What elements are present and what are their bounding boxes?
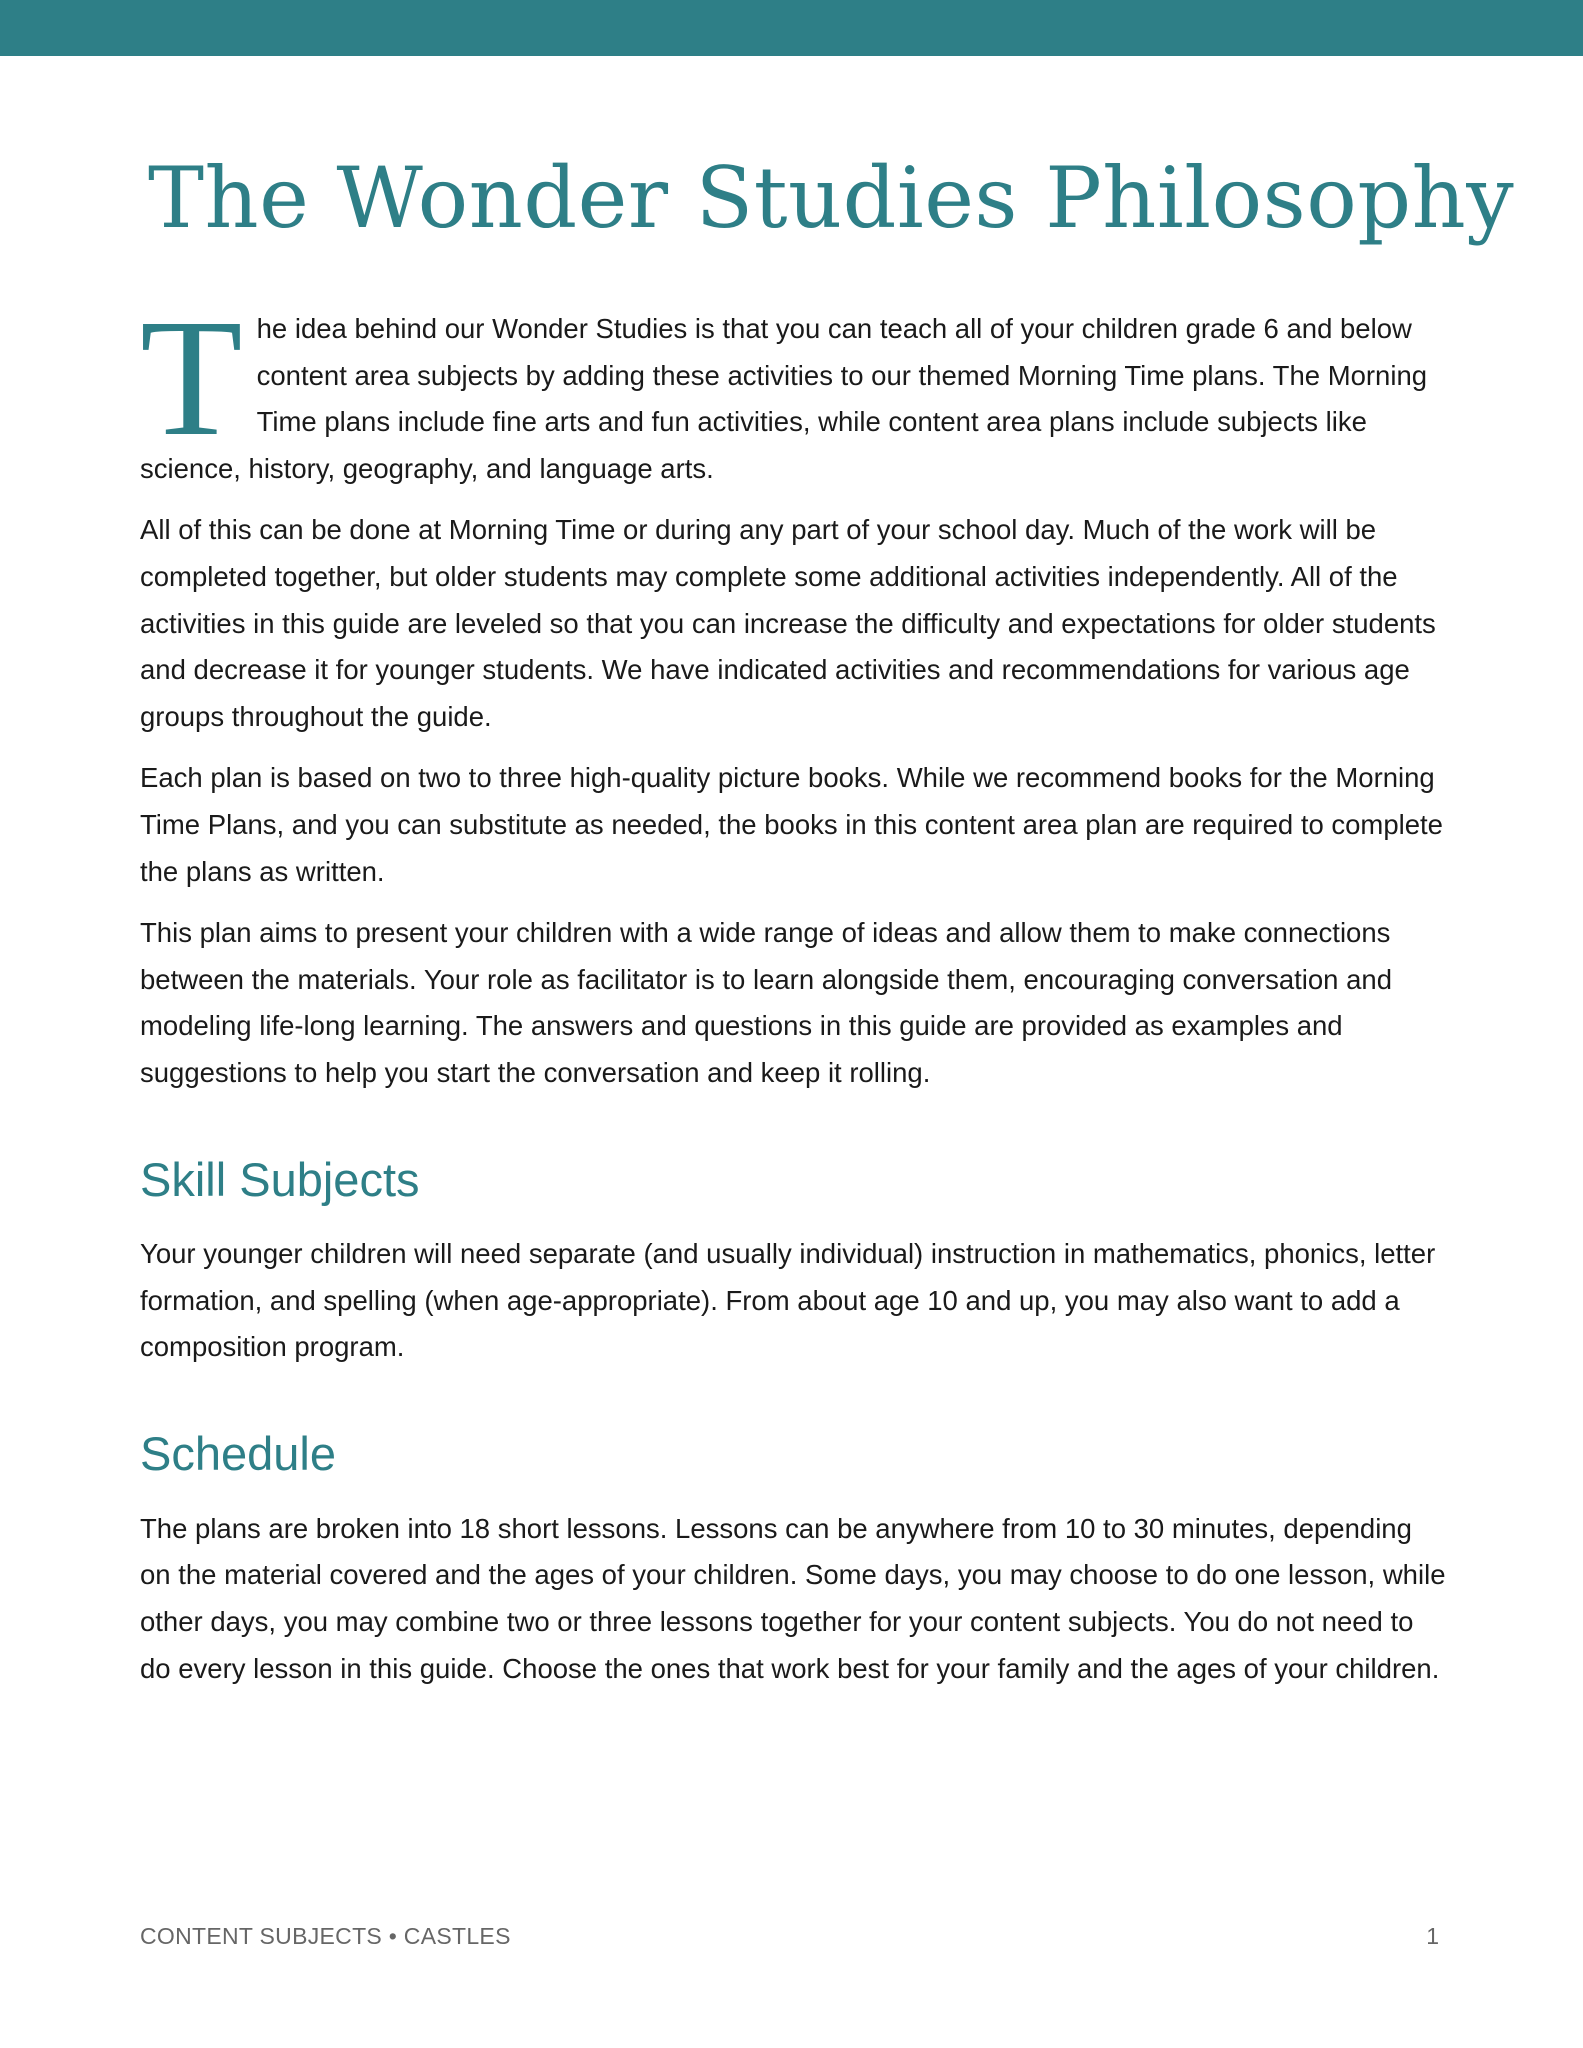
skill-subjects-paragraph: Your younger children will need separate (and usually individual) instruction in mathematics, phonics, letter formation, and spelling (when age-appropriate). From about age 10 and up, you may also want to add a composition program. (140, 1238, 1436, 1363)
intro-paragraph (140, 285, 1450, 492)
skill-subjects-heading: Skill Subjects (140, 1152, 420, 1206)
intro-paragraph-text: he idea behind our Wonder Studies is that you can teach all of your children grade 6 and below content area subjects by adding these activities to our themed Morning Time plans. The Morning Time plans include fine arts and fun activities, while content area plans include subjects like science, history, geography, and language arts. (140, 313, 1428, 484)
page-title: The Wonder Studies Philosophy (148, 149, 1515, 247)
schedule-paragraph: The plans are broken into 18 short lessons. Lessons can be anywhere from 10 to 30 minutes, depending on the material covered and the ages of your children. Some days, you may choose to do one lesson, while other days, you may combine two or three lessons together for your content subjects. You do not need to do every lesson in this guide. Choose the ones that work best for your family and the ages of your children. (140, 1512, 1446, 1684)
body-paragraph-facilitator: This plan aims to present your children with a wide range of ideas and allow them to make connections between the materials. Your role as facilitator is to learn alongside them, encouraging conversation and modeling life-long learning. The answers and questions in this guide are provided as examples and suggestions to help you start the conversation and keep it rolling. (140, 917, 1393, 1088)
body-paragraph-morning-time: All of this can be done at Morning Time or during any part of your school day. Much of the work will be completed together, but older students may complete some additional activities independently. All of the activities in this guide are leveled so that you can increase the difficulty and expectations for older students and decrease it for younger students. We have indicated activities and recommendations for various age groups throughout the guide. (140, 514, 1436, 732)
body-paragraph-picture-books: Each plan is based on two to three high-quality picture books. While we recommend books for the Morning Time Plans, and you can substitute as needed, the books in this content area plan are required to complete the plans as written. (140, 762, 1443, 887)
page-number: 1 (1426, 1923, 1439, 1949)
schedule-heading: Schedule (140, 1427, 336, 1481)
footer-label: CONTENT SUBJECTS • CASTLES (140, 1923, 511, 1949)
main-content (140, 285, 1450, 1707)
drop-cap-letter: T (140, 285, 243, 471)
header-bar (0, 0, 1583, 56)
